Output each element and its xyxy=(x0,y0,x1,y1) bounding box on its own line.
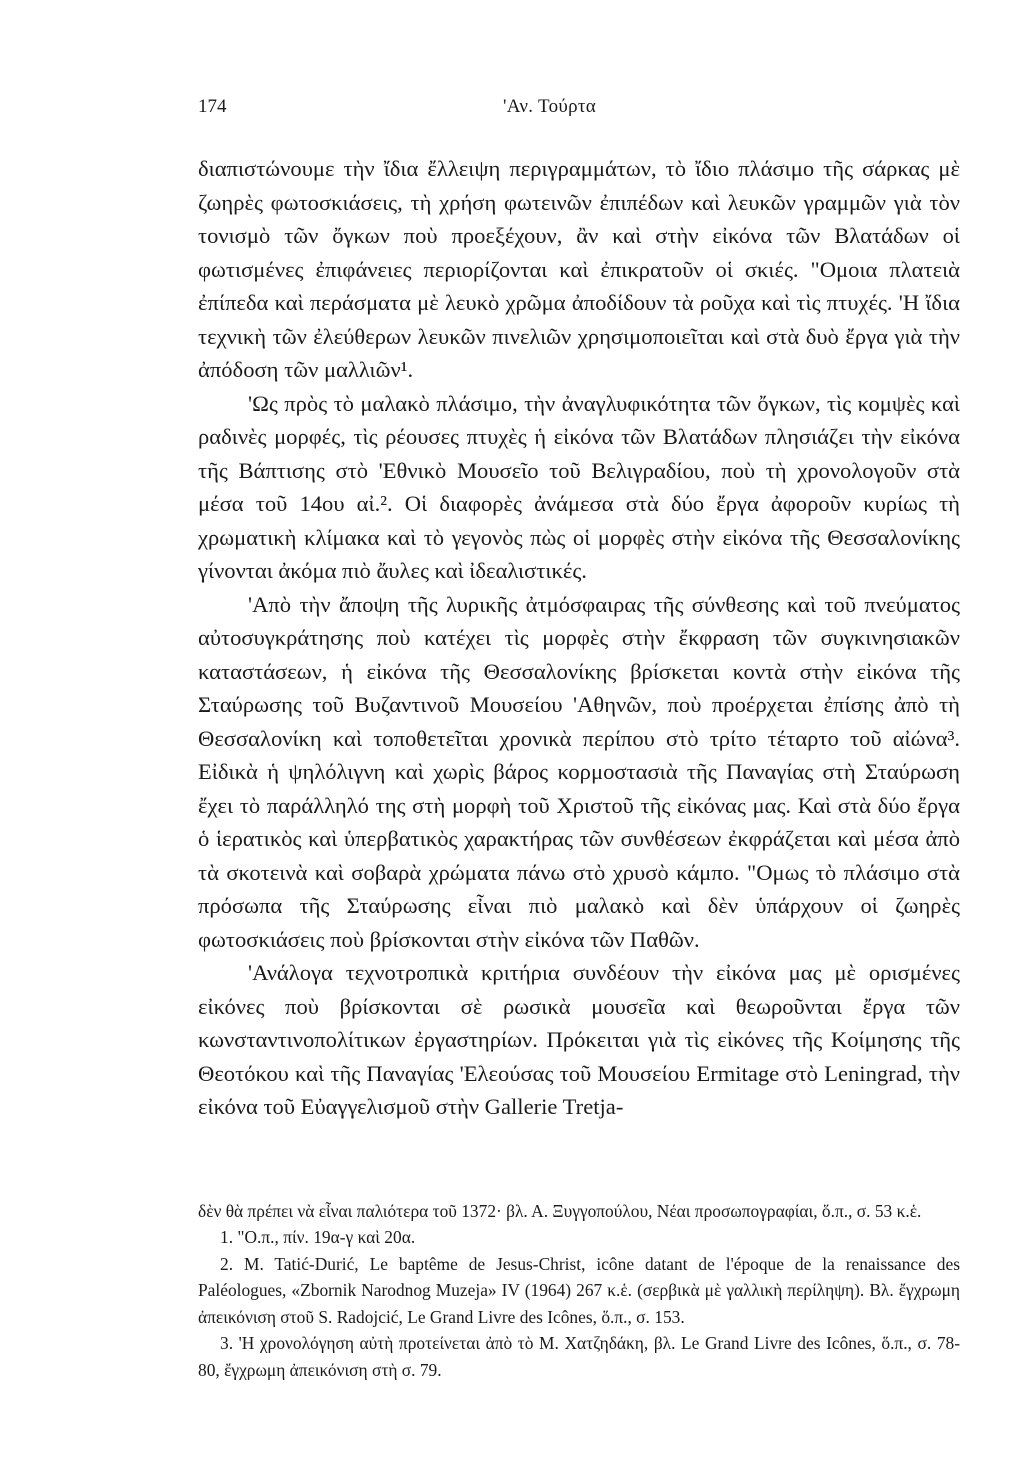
footnote-2: 2. M. Tatić-Durić, Le baptême de Jesus-Christ, icône datant de l'époque de la renaissance des Paléologues, «Zbornik Narodnog Muzeja» IV (1964) 267 κ.ἑ. (σερβικὰ μὲ γαλλικὴ περίληψη). Βλ. ἔγχρωμη ἀπεικόνιση στοῦ S. Radojcić, Le Grand Livre des Icônes, ὅ.π., σ. 153. xyxy=(198,1253,960,1327)
paragraph: 'Ως πρὸς τὸ μαλακὸ πλάσιμο, τὴν ἀναγλυφικότητα τῶν ὄγκων, τὶς κομψὲς καὶ ραδινὲς μορφές, τὶς ρέουσες πτυχὲς ἡ εἰκόνα τῶν Βλατάδων πλησιάζει τὴν εἰκόνα τῆς Βάπτισης στὸ 'Εθνικὸ Μουσεῖο τοῦ Βελιγραδίου, ποὺ τὴ χρονολογοῦν στὰ μέσα τοῦ 14ου αἰ.². Οἱ διαφορὲς ἀνάμεσα στὰ δύο ἔργα ἀφοροῦν κυρίως τὴ χρωματικὴ κλίμακα καὶ τὸ γεγονὸς πὼς οἱ μορφὲς στὴν εἰκόνα τῆς Θεσσαλονίκης γίνονται ἀκόμα πιὸ ἄυλες καὶ ἰδεαλιστικές. xyxy=(198,390,960,583)
paragraph: διαπιστώνουμε τὴν ἴδια ἔλλειψη περιγραμμάτων, τὸ ἴδιο πλάσιμο τῆς σάρκας μὲ ζωηρὲς φωτοσκιάσεις, τὴ χρήση φωτεινῶν ἐπιπέδων καὶ λευκῶν γραμμῶν γιὰ τὸν τονισμὸ τῶν ὄγκων ποὺ προεξέχουν, ἂν καὶ στὴν εἰκόνα τῶν Βλατάδων οἱ φωτισμένες ἐπιφάνειες περιορίζονται καὶ ἐπικρατοῦν οἱ σκιές. "Ομοια πλατειὰ ἐπίπεδα καὶ περάσματα μὲ λευκὸ χρῶμα ἀποδίδουν τὰ ροῦχα καὶ τὶς πτυχές. 'Η ἴδια τεχνικὴ τῶν ἐλεύθερων λευκῶν πινελιῶν χρησιμοποιεῖται καὶ στὰ δυὸ ἔργα γιὰ τὴν ἀπόδοση τῶν μαλλιῶν¹. xyxy=(198,156,960,382)
footnote-1: 1. "Ο.π., πίν. 19α-γ καὶ 20α. xyxy=(220,1227,416,1248)
footnotes xyxy=(198,1198,960,1384)
main-text xyxy=(198,152,960,1124)
footnote-continued: δὲν θὰ πρέπει νὰ εἶναι παλιότερα τοῦ 1372· βλ. Α. Ξυγγοπούλου, Νέαι προσωπογραφίαι, ὅ.π., σ. 53 κ.ἑ. xyxy=(198,1200,922,1221)
page-number: 174 xyxy=(198,96,227,117)
book-page xyxy=(198,96,960,1384)
running-head: 'Αν. Τούρτα xyxy=(503,96,597,117)
footnote-3: 3. 'Η χρονολόγηση αὐτὴ προτείνεται ἀπὸ τὸ Μ. Χατζηδάκη, βλ. Le Grand Livre des Icônes, ὅ.π., σ. 78-80, ἔγχρωμη ἀπεικόνιση στὴ σ. 79. xyxy=(198,1333,960,1381)
page-header xyxy=(198,96,960,126)
paragraph: 'Απὸ τὴν ἄποψη τῆς λυρικῆς ἀτμόσφαιρας τῆς σύνθεσης καὶ τοῦ πνεύματος αὐτοσυγκράτησης ποὺ κατέχει τὶς μορφὲς στὴν ἔκφραση τῶν συγκινησιακῶν καταστάσεων, ἡ εἰκόνα τῆς Θεσσαλονίκης βρίσκεται κοντὰ στὴν εἰκόνα τῆς Σταύρωσης τοῦ Βυζαντινοῦ Μουσείου 'Αθηνῶν, ποὺ προέρχεται ἐπίσης ἀπὸ τὴ Θεσσαλονίκη καὶ τοποθετεῖται χρονικὰ περίπου στὸ τρίτο τέταρτο τοῦ αἰώνα³. Εἰδικὰ ἡ ψηλόλιγνη καὶ χωρὶς βάρος κορμοστασιὰ τῆς Παναγίας στὴ Σταύρωση ἔχει τὸ παράλληλό της στὴ μορφὴ τοῦ Χριστοῦ τῆς εἰκόνας μας. Καὶ στὰ δύο ἔργα ὁ ἱερατικὸς καὶ ὑπερβατικὸς χαρακτήρας τῶν συνθέσεων ἐκφράζεται καὶ μέσα ἀπὸ τὰ σκοτεινὰ καὶ σοβαρὰ χρώματα πάνω στὸ χρυσὸ κάμπο. "Ομως τὸ πλάσιμο στὰ πρόσωπα τῆς Σταύρωσης εἶναι πιὸ μαλακὸ καὶ δὲν ὑπάρχουν οἱ ζωηρὲς φωτοσκιάσεις ποὺ βρίσκονται στὴν εἰκόνα τῶν Παθῶν. xyxy=(198,591,960,952)
paragraph: 'Ανάλογα τεχνοτροπικὰ κριτήρια συνδέουν τὴν εἰκόνα μας μὲ ορισμένες εἰκόνες ποὺ βρίσκονται σὲ ρωσικὰ μουσεῖα καὶ θεωροῦνται ἔργα τῶν κωνσταντινοπολίτικων ἐργαστηρίων. Πρόκειται γιὰ τὶς εἰκόνες τῆς Κοίμησης τῆς Θεοτόκου καὶ τῆς Παναγίας 'Ελεούσας τοῦ Μουσείου Ermitage στὸ Leningrad, τὴν εἰκόνα τοῦ Εὐαγγελισμοῦ στὴν Gallerie Tretja- xyxy=(198,960,960,1119)
